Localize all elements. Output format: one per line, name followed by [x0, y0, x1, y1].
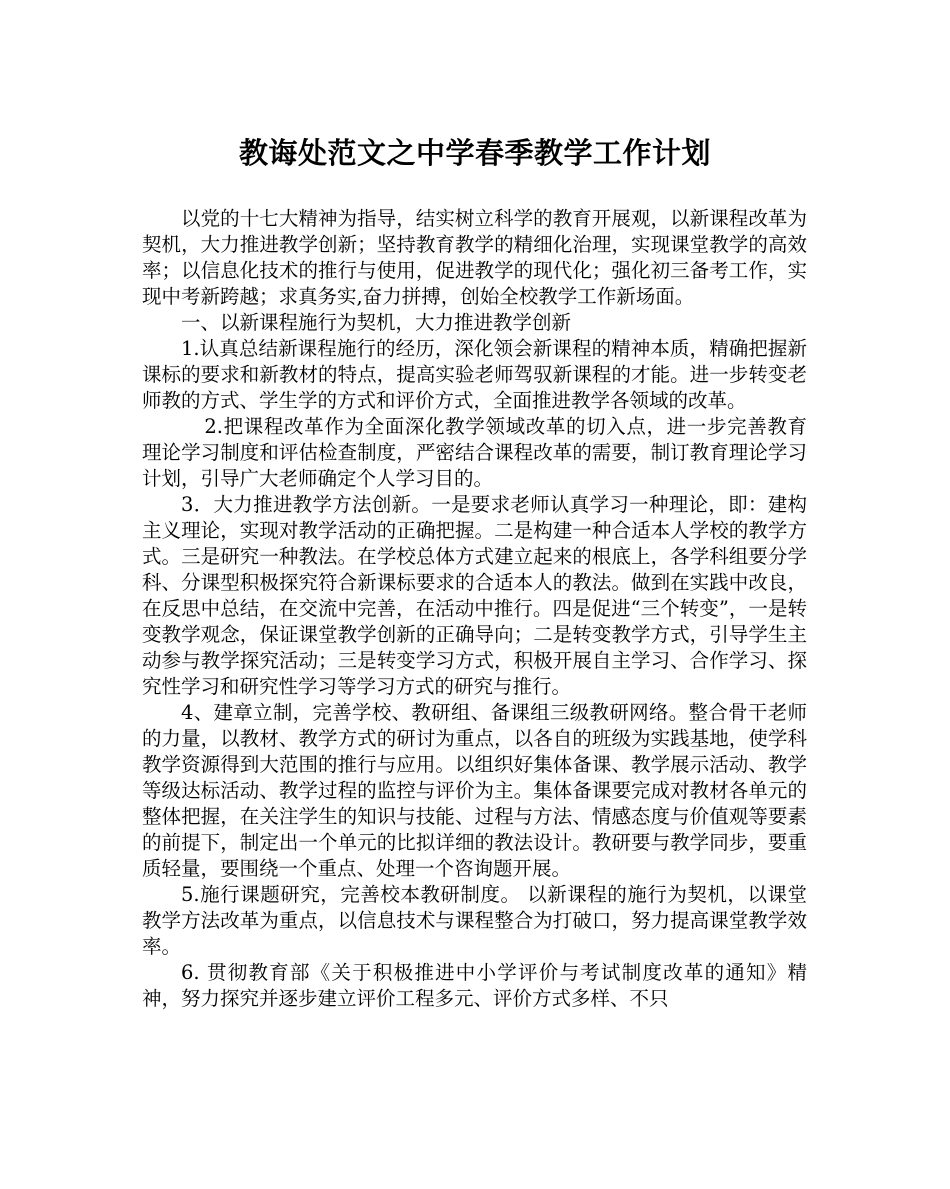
paragraph-item-5: 5.施行课题研究，完善校本教研制度。 以新课程的施行为契机，以课堂教学方法改革为重点，以信息技术与课程整合为打破口，努力提高课堂教学效率。 — [142, 883, 807, 958]
paragraph-item-4: 4、建章立制，完善学校、教研组、备课组三级教研网络。整合骨干老师的力量，以教材、教学方式的研讨为重点，以各自的班级为实践基地，使学科教学资源得到大范围的推行与应用。以组织好集体备课、教学展示活动、教学等级达标活动、教学过程的监控与评价为主。集体备课要完成对教材各单元的整体把握，在关注学生的知识与技能、过程与方法、情感态度与价值观等要素的前提下，制定出一个单元的比拟详细的教法设计。教研要与教学同步，要重质轻量，要围绕一个重点、处理一个咨询题开展。 — [142, 701, 807, 880]
paragraph-item-2: 2.把课程改革作为全面深化教学领域改革的切入点，进一步完善教育理论学习制度和评估检查制度，严密结合课程改革的需要，制订教育理论学习计划，引导广大老师确定个人学习目的。 — [142, 415, 807, 490]
section-heading-1: 一、以新课程施行为契机，大力推进教学创新 — [181, 311, 572, 334]
paragraph-item-1: 1.认真总结新课程施行的经历，深化领会新课程的精神本质，精确把握新课标的要求和新教材的特点，提高实验老师驾驭新课程的才能。进一步转变老师教的方式、学生学的方式和评价方式，全面推进教学各领域的改革。 — [142, 337, 807, 412]
document-body — [142, 206, 807, 1012]
document-title: 教诲处范文之中学春季教学工作计划 — [238, 136, 711, 170]
paragraph-intro: 以党的十七大精神为指导，结实树立科学的教育开展观，以新课程改革为契机，大力推进教学创新；坚持教育教学的精细化治理，实现课堂教学的高效率；以信息化技术的推行与使用，促进教学的现代化；强化初三备考工作，实现中考新跨越；求真务实,奋力拼搏，创始全校教学工作新场面。 — [142, 207, 807, 308]
paragraph-item-3: 3．大力推进教学方法创新。一是要求老师认真学习一种理论，即：建构主义理论，实现对教学活动的正确把握。二是构建一种合适本人学校的教学方式。三是研究一种教法。在学校总体方式建立起来的根底上，各学科组要分学科、分课型积极探究符合新课标要求的合适本人的教法。做到在实践中改良，在反思中总结，在交流中完善，在活动中推行。四是促进“三个转变”，一是转变教学观念，保证课堂教学创新的正确导向；二是转变教学方式，引导学生主动参与教学探究活动；三是转变学习方式，积极开展自主学习、合作学习、探究性学习和研究性学习等学习方式的研究与推行。 — [142, 493, 807, 698]
paragraph-item-6: 6. 贯彻教育部《关于积极推进中小学评价与考试制度改革的通知》精神，努力探究并逐步建立评价工程多元、评价方式多样、不只 — [142, 961, 807, 1010]
